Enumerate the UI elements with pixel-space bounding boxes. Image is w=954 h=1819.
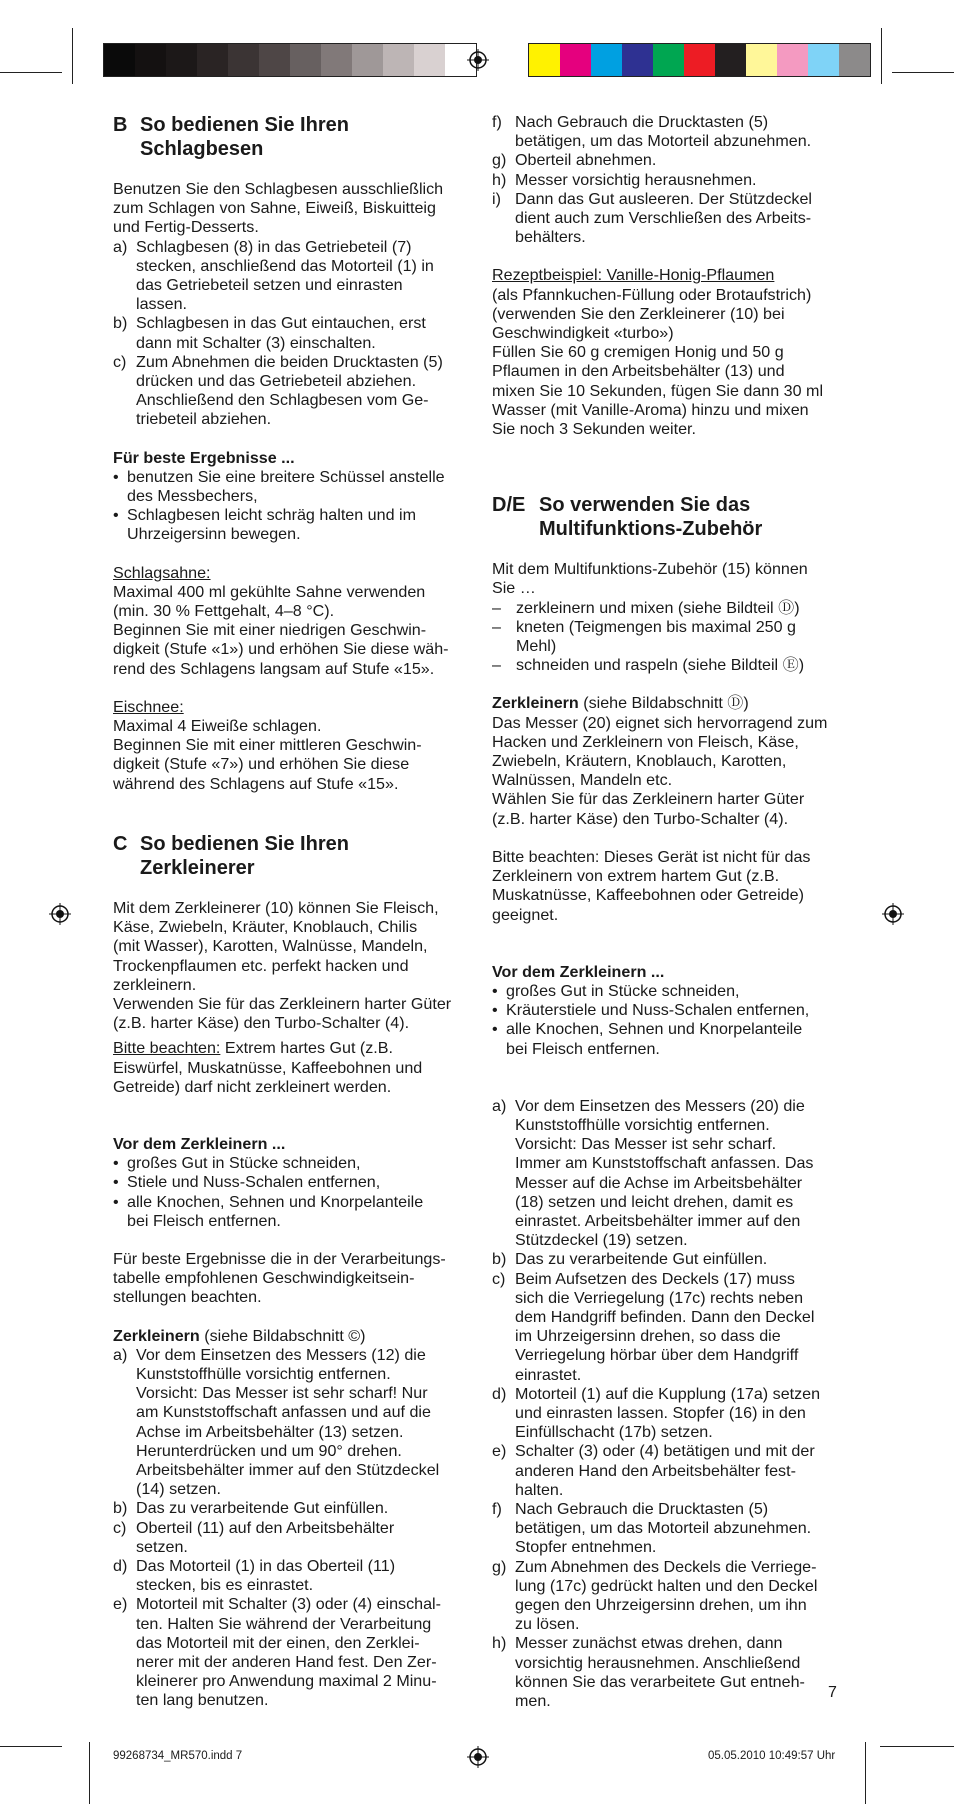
color-patch — [290, 44, 321, 76]
list-marker: h) — [492, 170, 507, 189]
list-item-line: dient auch zum Verschließen des Arbeits- — [515, 209, 812, 228]
list-item-line: sich die Verriegelung (17c) rechts neben — [515, 1288, 804, 1307]
list-marker: e) — [113, 1595, 128, 1614]
crop-mark — [881, 28, 882, 84]
list-item-line: bei Fleisch entfernen. — [127, 1211, 281, 1230]
list-item-line: Immer am Kunststoffschaft anfassen. Das — [515, 1154, 814, 1173]
list-item-line: Vor dem Einsetzen des Messers (20) die — [515, 1096, 805, 1115]
list-item-line: Oberteil abnehmen. — [515, 151, 657, 170]
prep-list — [492, 982, 844, 1059]
list-item-line: Motorteil mit Schalter (3) oder (4) einschal- — [136, 1595, 441, 1614]
color-patch — [777, 44, 808, 76]
registration-mark-icon — [467, 49, 489, 71]
list-item-line: Mehl) — [516, 637, 557, 656]
list-item-line: Einfüllschacht (17b) setzen. — [515, 1423, 713, 1442]
text-line: Zwiebeln, Kräutern, Knoblauch, Karotten, — [492, 752, 787, 771]
list-item — [492, 1270, 844, 1385]
list-marker: f) — [492, 1499, 502, 1518]
list-item — [492, 1634, 844, 1711]
list-marker: • — [113, 467, 119, 486]
list-marker: c) — [113, 1518, 127, 1537]
text-line: tabelle empfohlenen Geschwindigkeitsein- — [113, 1269, 415, 1288]
list-item-line: gegen den Uhrzeigersinn drehen, um ihn — [515, 1596, 807, 1614]
list-marker: b) — [492, 1250, 507, 1269]
list-item-line: Das zu verarbeitende Gut einfüllen. — [136, 1499, 389, 1518]
list-marker: • — [492, 981, 498, 1000]
list-item-line: behälters. — [515, 228, 586, 247]
text-line: (als Pfannkuchen-Füllung oder Brotaufstrich) — [492, 285, 812, 304]
list-marker: – — [492, 656, 501, 675]
list-item-line: großes Gut in Stücke schneiden, — [506, 981, 740, 1000]
text-line: (mit Wasser), Karotten, Walnüsse, Mandeln, — [113, 937, 428, 956]
text-line: (verwenden Sie den Zerkleinerer (10) bei — [492, 304, 785, 323]
color-patch — [104, 44, 135, 76]
step-list — [113, 238, 463, 430]
chop-step-list — [113, 1346, 463, 1711]
registration-mark-icon — [49, 903, 71, 925]
text-line: (min. 30 % Fettgehalt, 4–8 °C). — [113, 602, 335, 621]
list-marker: c) — [113, 352, 127, 371]
list-item-line: nerer mit der anderen Hand fest. Den Zer- — [136, 1653, 437, 1671]
color-patch — [653, 44, 684, 76]
text-line: Mit dem Multifunktions-Zubehör (15) können — [492, 560, 808, 579]
chop-heading — [492, 694, 844, 713]
list-marker: g) — [492, 151, 507, 170]
note-label: Bitte beachten: — [113, 1039, 221, 1058]
list-item — [113, 1499, 463, 1518]
text-line: Verwenden Sie für das Zerkleinern harter Güter — [113, 994, 452, 1013]
list-marker: g) — [492, 1557, 507, 1576]
list-item — [492, 656, 844, 675]
text-line: Walnüssen, Mandeln etc. — [492, 771, 673, 790]
list-item-line: Stützdeckel (19) setzen. — [515, 1231, 688, 1250]
gray-scale-bar — [103, 43, 477, 77]
list-marker: • — [492, 1001, 498, 1020]
text-line: Sie … — [492, 579, 536, 598]
color-scale-bar — [528, 43, 871, 77]
text-line: Hacken und Zerkleinern von Fleisch, Käse, — [492, 732, 799, 751]
text-line: Geschwindigkeit «turbo») — [492, 324, 674, 343]
list-item-line: (14) setzen. — [136, 1480, 221, 1499]
list-item-line: Uhrzeigersinn bewegen. — [127, 525, 301, 544]
list-item-line: benutzen Sie eine breitere Schüssel anstelle — [127, 467, 445, 486]
list-marker: f) — [492, 113, 502, 131]
note-paragraph — [492, 848, 844, 925]
list-item-line: Dann das Gut ausleeren. Der Stützdeckel — [515, 189, 813, 208]
note-line — [113, 1039, 463, 1058]
subheading: Für beste Ergebnisse ... — [113, 448, 295, 467]
list-item — [492, 113, 844, 151]
list-item-line: Zum Abnehmen die beiden Drucktasten (5) — [136, 352, 443, 371]
section-c-heading — [113, 832, 463, 880]
color-patch — [383, 44, 414, 76]
list-item — [492, 190, 844, 248]
list-item — [113, 314, 463, 352]
list-item — [492, 1500, 844, 1558]
best-results-paragraph — [113, 1250, 463, 1308]
list-item-line: stecken, anschließend das Motorteil (1) in — [136, 256, 434, 275]
color-patch — [560, 44, 591, 76]
heading-line: Schlagbesen — [140, 138, 264, 160]
list-item-line: (18) setzen und leicht drehen, damit es — [515, 1192, 794, 1211]
list-item-line: betätigen, um das Motorteil abzunehmen. — [515, 1519, 812, 1538]
list-item — [113, 238, 463, 315]
list-marker: • — [113, 506, 119, 525]
list-item-line: triebeteil abziehen. — [136, 410, 272, 429]
list-item — [113, 1193, 463, 1231]
color-patch — [135, 44, 166, 76]
footer-file-info: 99268734_MR570.indd 7 — [113, 1750, 243, 1762]
list-item — [492, 618, 844, 656]
list-item — [113, 1595, 463, 1710]
list-item-line: Stopfer entnehmen. — [515, 1538, 657, 1557]
color-patch — [808, 44, 839, 76]
list-item — [113, 1173, 463, 1192]
color-patch — [622, 44, 653, 76]
text-line: mixen Sie 10 Sekunden, fügen Sie dann 30 ml — [492, 381, 824, 400]
section-de-heading — [492, 493, 844, 541]
list-item — [492, 1442, 844, 1500]
list-item-line: lung (17c) gedrückt halten und den Deckel — [515, 1576, 818, 1595]
intro-paragraph — [113, 899, 463, 1033]
list-item-line: Nach Gebrauch die Drucktasten (5) — [515, 113, 769, 131]
text-line: Mit dem Zerkleinerer (10) können Sie Fleisch, — [113, 898, 439, 917]
section-letter: D/E — [492, 494, 526, 517]
color-patch — [166, 44, 197, 76]
list-item-line: Vorsicht: Das Messer ist sehr scharf. — [515, 1135, 777, 1154]
list-item-line: Motorteil (1) auf die Kupplung (17a) setzen — [515, 1384, 821, 1403]
color-patch — [684, 44, 715, 76]
list-item-line: Messer zunächst etwas drehen, dann — [515, 1634, 783, 1653]
list-marker: • — [113, 1154, 119, 1173]
list-marker: – — [492, 617, 501, 636]
text-line: Für beste Ergebnisse die in der Verarbeitungs- — [113, 1249, 446, 1268]
list-item-line: Das zu verarbeitende Gut einfüllen. — [515, 1250, 768, 1269]
color-patch — [591, 44, 622, 76]
list-item-line: am Kunststoffschaft anfassen und auf die — [136, 1403, 431, 1422]
intro-paragraph — [113, 180, 463, 238]
list-item-line: Schalter (3) oder (4) betätigen und mit der — [515, 1442, 815, 1461]
list-item-line: und einrasten lassen. Stopfer (16) in den — [515, 1403, 806, 1422]
list-item — [492, 599, 844, 618]
list-item-line: alle Knochen, Sehnen und Knorpelanteile — [506, 1020, 803, 1039]
text-line: und Fertig-Desserts. — [113, 218, 259, 237]
list-item — [113, 1519, 463, 1557]
registration-mark-icon — [882, 903, 904, 925]
color-patch — [715, 44, 746, 76]
text-line: Wählen Sie für das Zerkleinern harter Güter — [492, 790, 805, 809]
crop-mark — [880, 1746, 954, 1747]
text-line: digkeit (Stufe «1») und erhöhen Sie diese wäh- — [113, 640, 449, 659]
list-marker: a) — [492, 1096, 507, 1115]
list-item-line: Verriegelung hörbar über dem Handgriff — [515, 1346, 799, 1365]
text-line: Beginnen Sie mit einer niedrigen Geschwin- — [113, 621, 427, 640]
crop-mark — [0, 1746, 62, 1747]
section-letter: C — [113, 832, 128, 855]
page-number: 7 — [828, 1684, 837, 1701]
list-item-line: betätigen, um das Motorteil abzunehmen. — [515, 132, 812, 151]
list-item-line: kneten (Teigmengen bis maximal 250 g — [516, 617, 797, 636]
left-column — [113, 113, 463, 1711]
intro-paragraph — [492, 560, 844, 598]
list-item-line: Schlagbesen (8) in das Getriebeteil (7) — [136, 237, 412, 256]
text-line: Sie noch 3 Sekunden weiter. — [492, 420, 696, 439]
list-marker: • — [492, 1020, 498, 1039]
list-item-line: dann mit Schalter (3) einschalten. — [136, 333, 376, 352]
list-marker: e) — [492, 1442, 507, 1461]
heading-line: Multifunktions-Zubehör — [539, 518, 763, 541]
list-item-line: Kunststoffhülle vorsichtig entfernen. — [515, 1115, 770, 1134]
text-line: Käse, Zwiebeln, Kräuter, Knoblauch, Chilis — [113, 918, 418, 937]
registration-mark-icon — [467, 1746, 489, 1768]
text-line: Eiswürfel, Muskatnüsse, Kaffeebohnen und — [113, 1058, 423, 1077]
chop-bold: Zerkleinern — [113, 1326, 200, 1345]
subheading: Vor dem Zerkleinern ... — [492, 962, 665, 981]
text-line: Beginnen Sie mit einer mittleren Geschwin- — [113, 736, 422, 755]
list-item — [492, 1001, 844, 1020]
list-item — [492, 982, 844, 1001]
text-line: Zerkleinern von extrem hartem Gut (z.B. — [492, 867, 780, 886]
list-item-line: halten. — [515, 1480, 564, 1499]
list-item-line: können Sie das verarbeitete Gut entneh- — [515, 1672, 805, 1691]
section-b-heading — [113, 113, 463, 161]
crop-mark — [0, 72, 62, 73]
step-list — [492, 1097, 844, 1712]
list-item-line: Arbeitsbehälter immer auf den Stützdeckel — [136, 1460, 440, 1479]
text-line: Bitte beachten: Dieses Gerät ist nicht für das — [492, 847, 811, 866]
text-line: zum Schlagen von Sahne, Eiweiß, Biskuitteig — [113, 199, 436, 218]
list-marker: c) — [492, 1269, 506, 1288]
text-line: geeignet. — [492, 905, 559, 924]
color-patch — [228, 44, 259, 76]
text-line: Das Messer (20) eignet sich hervorragend zum — [492, 713, 828, 732]
note-paragraph — [113, 1059, 463, 1097]
text-line: Muskatnüsse, Kaffeebohnen oder Getreide) — [492, 886, 804, 905]
text-line: (z.B. harter Käse) den Turbo-Schalter (4). — [492, 809, 789, 828]
list-item — [113, 468, 463, 506]
list-item — [113, 1557, 463, 1595]
section-letter: B — [113, 114, 128, 136]
list-item — [113, 506, 463, 544]
text-line: während des Schlagens auf Stufe «15». — [113, 774, 399, 793]
chop-bold: Zerkleinern — [492, 694, 579, 713]
list-item-line: setzen. — [136, 1537, 188, 1556]
continued-step-list — [492, 113, 844, 247]
list-marker: • — [113, 1173, 119, 1192]
recipe-heading: Rezeptbeispiel: Vanille-Honig-Pflaumen — [492, 266, 775, 285]
list-item-line: bei Fleisch entfernen. — [506, 1039, 660, 1058]
list-item-line: Vorsicht: Das Messer ist sehr scharf! Nur — [136, 1384, 428, 1403]
list-item-line: im Uhrzeigersinn drehen, so dass die — [515, 1327, 781, 1346]
list-marker: • — [113, 1192, 119, 1211]
list-item — [492, 151, 844, 170]
text-line: rend des Schlagens langsam auf Stufe «15». — [113, 659, 435, 678]
list-item-line: des Messbechers, — [127, 487, 258, 506]
list-item-line: Schlagbesen leicht schräg halten und im — [127, 506, 416, 525]
list-item-line: Anschließend den Schlagbesen vom Ge- — [136, 391, 429, 410]
color-patch — [414, 44, 445, 76]
chop-ref: (siehe Bildabschnitt Ⓓ) — [578, 694, 749, 713]
color-patch — [321, 44, 352, 76]
list-item-line: Das Motorteil (1) in das Oberteil (11) — [136, 1556, 396, 1575]
chop-heading — [113, 1327, 463, 1346]
list-item-line: vorsichtig herausnehmen. Anschließend — [515, 1653, 801, 1672]
list-item-line: einrastet. Arbeitsbehälter immer auf den — [515, 1211, 801, 1230]
subheading: Vor dem Zerkleinern ... — [113, 1134, 286, 1153]
list-item-line: drücken und das Getriebeteil abziehen. — [136, 372, 417, 391]
crop-mark — [72, 28, 73, 84]
list-item — [492, 1097, 844, 1251]
list-item-line: zerkleinern und mixen (siehe Bildteil Ⓓ) — [516, 598, 800, 617]
list-item-line: dem Handgriff befinden. Dann den Deckel — [515, 1307, 815, 1326]
list-item-line: Stiele und Nuss-Schalen entfernen, — [127, 1173, 381, 1192]
list-item — [492, 1250, 844, 1269]
list-item-line: zu lösen. — [515, 1615, 580, 1634]
list-item-line: alle Knochen, Sehnen und Knorpelanteile — [127, 1192, 424, 1211]
list-marker: d) — [492, 1384, 507, 1403]
chop-paragraph — [492, 714, 844, 829]
list-item-line: Nach Gebrauch die Drucktasten (5) — [515, 1499, 769, 1518]
text-line: Pflaumen in den Arbeitsbehälter (13) und — [492, 362, 785, 381]
text-line: (z.B. harter Käse) den Turbo-Schalter (4). — [113, 1014, 410, 1033]
footer-date: 05.05.2010 10:49:57 Uhr — [708, 1750, 836, 1762]
list-marker: i) — [492, 189, 501, 208]
list-item-line: anderen Hand den Arbeitsbehälter fest- — [515, 1461, 796, 1480]
list-marker: b) — [113, 1499, 128, 1518]
list-marker: d) — [113, 1556, 128, 1575]
color-patch — [746, 44, 777, 76]
list-item-line: das Motorteil mit der einen, den Zerklei- — [136, 1633, 420, 1652]
heading-line: Zerkleinerer — [140, 856, 255, 879]
heading-line: So bedienen Sie Ihren — [140, 114, 349, 136]
text-line: Maximal 4 Eiweiße schlagen. — [113, 717, 322, 736]
list-item-line: Beim Aufsetzen des Deckels (17) muss — [515, 1269, 795, 1288]
recipe-paragraph — [492, 286, 844, 440]
list-item-line: das Getriebeteil setzen und einrasten — [136, 276, 403, 295]
crop-mark — [865, 1742, 866, 1804]
color-patch — [259, 44, 290, 76]
prep-list — [113, 1154, 463, 1231]
heading-line: So verwenden Sie das — [539, 494, 751, 517]
text-line: stellungen beachten. — [113, 1288, 262, 1307]
tips-list — [113, 468, 463, 545]
cream-paragraph — [113, 583, 463, 679]
list-marker: a) — [113, 1345, 128, 1364]
list-marker: h) — [492, 1634, 507, 1653]
chop-ref: (siehe Bildabschnitt ©) — [199, 1326, 366, 1345]
crop-mark — [89, 1742, 90, 1804]
crop-mark — [892, 72, 954, 73]
text-line: Getreide) darf nicht zerkleinert werden. — [113, 1077, 392, 1096]
note-text: Extrem hartes Gut (z.B. — [220, 1039, 393, 1058]
subheading: Eischnee: — [113, 697, 184, 716]
list-item-line: Kräuterstiele und Nuss-Schalen entfernen, — [506, 1001, 810, 1020]
list-item-line: Herunterdrücken und um 90° drehen. — [136, 1441, 402, 1460]
text-line: digkeit (Stufe «7») und erhöhen Sie diese — [113, 755, 410, 774]
color-patch — [839, 44, 870, 76]
uses-list — [492, 599, 844, 676]
list-item — [492, 171, 844, 190]
list-item-line: ten lang benutzen. — [136, 1691, 269, 1710]
text-line: Maximal 400 ml gekühlte Sahne verwenden — [113, 582, 426, 601]
text-line: Füllen Sie 60 g cremigen Honig und 50 g — [492, 343, 784, 362]
list-item-line: Achse im Arbeitsbehälter (13) setzen. — [136, 1422, 404, 1441]
heading-line: So bedienen Sie Ihren — [140, 832, 349, 855]
list-item-line: großes Gut in Stücke schneiden, — [127, 1154, 361, 1173]
list-item-line: einrastet. — [515, 1365, 582, 1384]
list-item-line: Kunststoffhülle vorsichtig entfernen. — [136, 1364, 391, 1383]
color-patch — [197, 44, 228, 76]
list-item — [492, 1385, 844, 1443]
list-item-line: Zum Abnehmen des Deckels die Verriege- — [515, 1557, 817, 1576]
list-item-line: Messer vorsichtig herausnehmen. — [515, 170, 757, 189]
subheading: Schlagsahne: — [113, 563, 211, 582]
list-item-line: ten. Halten Sie während der Verarbeitung — [136, 1614, 432, 1633]
list-item-line: Messer auf die Achse im Arbeitsbehälter — [515, 1173, 803, 1192]
text-line: zerkleinern. — [113, 975, 197, 994]
egg-paragraph — [113, 717, 463, 794]
list-item-line: stecken, bis es einrastet. — [136, 1576, 314, 1595]
text-line: Benutzen Sie den Schlagbesen ausschließlich — [113, 180, 444, 198]
color-patch — [352, 44, 383, 76]
list-item-line: Schlagbesen in das Gut eintauchen, erst — [136, 314, 426, 333]
list-item-line: Vor dem Einsetzen des Messers (12) die — [136, 1345, 426, 1364]
list-item — [492, 1020, 844, 1058]
right-column — [492, 113, 844, 1711]
list-item — [492, 1558, 844, 1635]
list-item — [113, 1154, 463, 1173]
list-item-line: kleinerer pro Anwendung maximal 2 Minu- — [136, 1672, 437, 1691]
list-item-line: lassen. — [136, 295, 187, 314]
list-marker: – — [492, 598, 501, 617]
color-patch — [529, 44, 560, 76]
list-item — [113, 1346, 463, 1500]
text-line: Trockenpflaumen etc. perfekt hacken und — [113, 956, 409, 975]
list-item-line: men. — [515, 1692, 551, 1711]
list-marker: b) — [113, 314, 128, 333]
list-item-line: Oberteil (11) auf den Arbeitsbehälter — [136, 1518, 395, 1537]
list-item — [113, 353, 463, 430]
list-item-line: schneiden und raspeln (siehe Bildteil Ⓔ) — [516, 656, 805, 675]
text-line: Wasser (mit Vanille-Aroma) hinzu und mixen — [492, 400, 809, 419]
list-marker: a) — [113, 237, 128, 256]
